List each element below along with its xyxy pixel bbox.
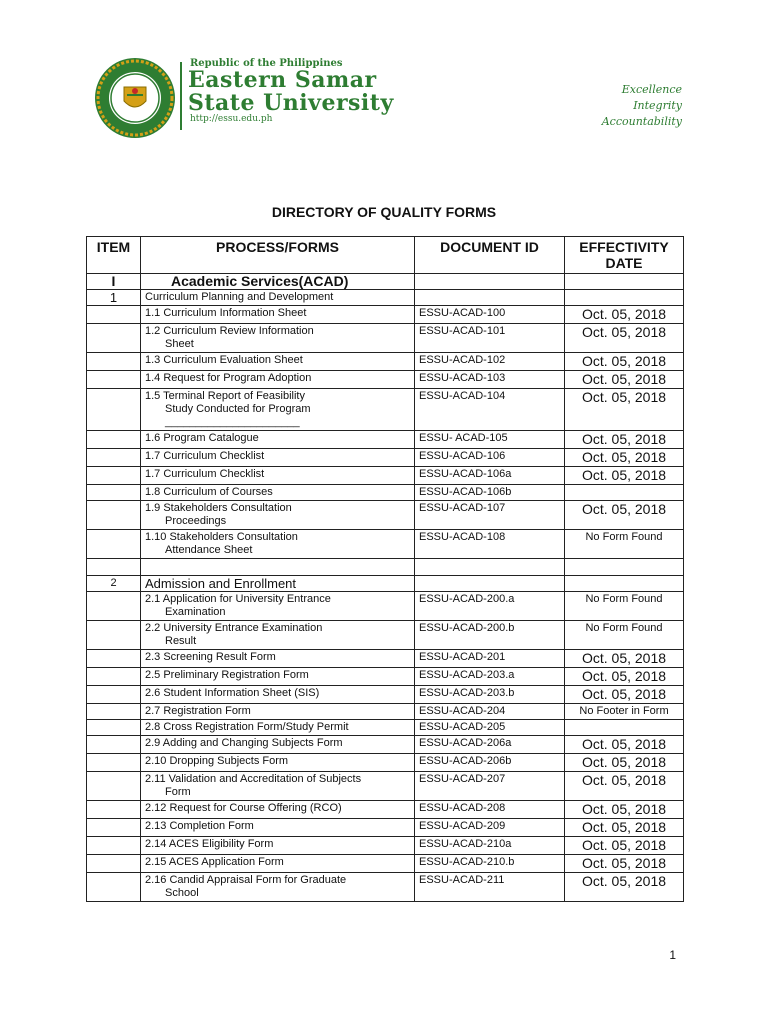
table-row <box>87 485 684 501</box>
row-document-id: ESSU-ACAD-100 <box>415 306 565 324</box>
table-row <box>87 801 684 819</box>
row-effectivity-date: Oct. 05, 2018 <box>565 431 684 449</box>
form-name-line: 1.2 Curriculum Review Information <box>145 325 314 337</box>
empty-cell <box>565 576 684 592</box>
header-document-id: DOCUMENT ID <box>415 237 565 274</box>
form-name-line: School <box>165 887 199 899</box>
row-item <box>87 353 141 371</box>
page-number: 1 <box>669 948 676 962</box>
table-row <box>87 819 684 837</box>
row-effectivity-date: Oct. 05, 2018 <box>565 801 684 819</box>
header-divider <box>180 62 182 130</box>
row-item <box>87 772 141 801</box>
row-effectivity-date: Oct. 05, 2018 <box>565 873 684 902</box>
forms-directory-table <box>86 236 684 902</box>
group-item: 1 <box>87 290 141 306</box>
form-name-line: Examination <box>165 606 226 618</box>
row-item <box>87 704 141 720</box>
row-effectivity-date: No Form Found <box>565 592 684 621</box>
row-form-name <box>141 371 415 389</box>
row-item <box>87 621 141 650</box>
table-row <box>87 621 684 650</box>
row-document-id: ESSU-ACAD-101 <box>415 324 565 353</box>
row-document-id: ESSU-ACAD-107 <box>415 501 565 530</box>
form-name-line: 2.7 Registration Form <box>145 705 251 717</box>
republic-label: Republic of the Philippines <box>190 58 343 69</box>
row-form-name <box>141 353 415 371</box>
row-item <box>87 592 141 621</box>
row-item <box>87 650 141 668</box>
row-form-name <box>141 592 415 621</box>
row-document-id: ESSU-ACAD-208 <box>415 801 565 819</box>
header-date-line1: EFFECTIVITY <box>579 239 669 255</box>
table-row <box>87 324 684 353</box>
row-item <box>87 754 141 772</box>
table-row <box>87 592 684 621</box>
row-form-name <box>141 467 415 485</box>
table-row <box>87 467 684 485</box>
row-form-name <box>141 772 415 801</box>
row-item <box>87 819 141 837</box>
row-form-name <box>141 873 415 902</box>
row-item <box>87 720 141 736</box>
row-document-id: ESSU-ACAD-104 <box>415 389 565 431</box>
row-document-id: ESSU-ACAD-204 <box>415 704 565 720</box>
row-item <box>87 389 141 431</box>
row-effectivity-date: No Form Found <box>565 621 684 650</box>
letterhead <box>0 0 768 160</box>
empty-cell <box>415 576 565 592</box>
row-effectivity-date: Oct. 05, 2018 <box>565 650 684 668</box>
form-name-line: Proceedings <box>165 515 227 527</box>
row-form-name <box>141 324 415 353</box>
row-item <box>87 485 141 501</box>
value-accountability: Accountability <box>601 115 682 128</box>
row-item <box>87 371 141 389</box>
form-name-line: ______________________ <box>165 416 300 428</box>
row-form-name <box>141 736 415 754</box>
group-label: Admission and Enrollment <box>141 576 415 592</box>
value-excellence: Excellence <box>621 83 682 96</box>
row-item <box>87 306 141 324</box>
row-item <box>87 668 141 686</box>
blank-cell <box>141 559 415 576</box>
table-row <box>87 668 684 686</box>
value-integrity: Integrity <box>633 99 682 112</box>
row-document-id: ESSU-ACAD-106b <box>415 485 565 501</box>
row-document-id: ESSU-ACAD-106a <box>415 467 565 485</box>
table-row <box>87 371 684 389</box>
header-date-line2: DATE <box>605 255 643 271</box>
form-name-line: 1.10 Stakeholders Consultation <box>145 531 298 543</box>
form-name-line: Sheet <box>165 338 194 350</box>
header-effectivity-date <box>565 237 684 274</box>
row-effectivity-date: Oct. 05, 2018 <box>565 819 684 837</box>
row-effectivity-date <box>565 720 684 736</box>
form-name-line: 2.5 Preliminary Registration Form <box>145 669 309 681</box>
row-form-name <box>141 530 415 559</box>
table-row <box>87 389 684 431</box>
row-item <box>87 467 141 485</box>
blank-cell <box>565 559 684 576</box>
header-process: PROCESS/FORMS <box>141 237 415 274</box>
form-name-line: 1.9 Stakeholders Consultation <box>145 502 292 514</box>
table-row <box>87 686 684 704</box>
row-effectivity-date: Oct. 05, 2018 <box>565 501 684 530</box>
table-row <box>87 650 684 668</box>
row-effectivity-date: Oct. 05, 2018 <box>565 467 684 485</box>
form-name-line: 2.9 Adding and Changing Subjects Form <box>145 737 343 749</box>
table-header-row <box>87 237 684 274</box>
row-document-id: ESSU- ACAD-105 <box>415 431 565 449</box>
row-effectivity-date: Oct. 05, 2018 <box>565 837 684 855</box>
row-form-name <box>141 754 415 772</box>
group-item: 2 <box>87 576 141 592</box>
row-document-id: ESSU-ACAD-203.a <box>415 668 565 686</box>
row-form-name <box>141 720 415 736</box>
table-row <box>87 431 684 449</box>
university-url: http://essu.edu.ph <box>190 114 273 124</box>
form-name-line: 1.4 Request for Program Adoption <box>145 372 312 384</box>
row-item <box>87 873 141 902</box>
table-row <box>87 754 684 772</box>
form-name-line: 2.6 Student Information Sheet (SIS) <box>145 687 320 699</box>
row-form-name <box>141 704 415 720</box>
blank-row <box>87 559 684 576</box>
row-form-name <box>141 837 415 855</box>
form-name-line: 2.1 Application for University Entrance <box>145 593 331 605</box>
table-row <box>87 855 684 873</box>
row-effectivity-date: No Footer in Form <box>565 704 684 720</box>
form-name-line: 1.8 Curriculum of Courses <box>145 486 273 498</box>
header-item: ITEM <box>87 237 141 274</box>
row-document-id: ESSU-ACAD-201 <box>415 650 565 668</box>
form-name-line: 1.7 Curriculum Checklist <box>145 450 265 462</box>
row-document-id: ESSU-ACAD-206b <box>415 754 565 772</box>
row-document-id: ESSU-ACAD-206a <box>415 736 565 754</box>
row-document-id: ESSU-ACAD-205 <box>415 720 565 736</box>
form-name-line: 2.8 Cross Registration Form/Study Permit <box>145 721 349 733</box>
row-document-id: ESSU-ACAD-210.b <box>415 855 565 873</box>
row-form-name <box>141 621 415 650</box>
table-row <box>87 720 684 736</box>
table-row <box>87 530 684 559</box>
row-document-id: ESSU-ACAD-203.b <box>415 686 565 704</box>
row-effectivity-date: No Form Found <box>565 530 684 559</box>
form-name-line: 2.13 Completion Form <box>145 820 254 832</box>
form-name-line: 1.3 Curriculum Evaluation Sheet <box>145 354 303 366</box>
form-name-line: 2.10 Dropping Subjects Form <box>145 755 289 767</box>
row-document-id: ESSU-ACAD-200.b <box>415 621 565 650</box>
form-name-line: 1.1 Curriculum Information Sheet <box>145 307 307 319</box>
row-effectivity-date: Oct. 05, 2018 <box>565 754 684 772</box>
table-row <box>87 736 684 754</box>
row-form-name <box>141 431 415 449</box>
row-document-id: ESSU-ACAD-106 <box>415 449 565 467</box>
row-document-id: ESSU-ACAD-211 <box>415 873 565 902</box>
form-name-line: Study Conducted for Program <box>165 403 311 415</box>
form-name-line: 2.11 Validation and Accreditation of Subjects <box>145 773 362 785</box>
row-item <box>87 501 141 530</box>
row-form-name <box>141 389 415 431</box>
form-name-line: 2.16 Candid Appraisal Form for Graduate <box>145 874 347 886</box>
row-effectivity-date: Oct. 05, 2018 <box>565 668 684 686</box>
row-effectivity-date: Oct. 05, 2018 <box>565 855 684 873</box>
row-document-id: ESSU-ACAD-209 <box>415 819 565 837</box>
table-row <box>87 306 684 324</box>
row-document-id: ESSU-ACAD-210a <box>415 837 565 855</box>
core-values <box>602 82 682 130</box>
group-row <box>87 576 684 592</box>
form-name-line: 2.14 ACES Eligibility Form <box>145 838 274 850</box>
table-row <box>87 449 684 467</box>
row-effectivity-date: Oct. 05, 2018 <box>565 686 684 704</box>
group-label: Curriculum Planning and Development <box>141 290 415 306</box>
row-form-name <box>141 449 415 467</box>
section-row <box>87 274 684 290</box>
row-form-name <box>141 306 415 324</box>
row-item <box>87 686 141 704</box>
row-effectivity-date <box>565 485 684 501</box>
document-title: DIRECTORY OF QUALITY FORMS <box>271 204 497 220</box>
form-name-line: 2.12 Request for Course Offering (RCO) <box>145 802 342 814</box>
form-name-line: Attendance Sheet <box>165 544 253 556</box>
form-name-line: 1.5 Terminal Report of Feasibility <box>145 390 305 402</box>
table-row <box>87 837 684 855</box>
row-document-id: ESSU-ACAD-102 <box>415 353 565 371</box>
row-form-name <box>141 801 415 819</box>
row-document-id: ESSU-ACAD-108 <box>415 530 565 559</box>
row-effectivity-date: Oct. 05, 2018 <box>565 449 684 467</box>
form-name-line: 1.7 Curriculum Checklist <box>145 468 265 480</box>
section-label: Academic Services(ACAD) <box>141 274 415 290</box>
table-row <box>87 772 684 801</box>
row-item <box>87 736 141 754</box>
row-document-id: ESSU-ACAD-207 <box>415 772 565 801</box>
row-document-id: ESSU-ACAD-103 <box>415 371 565 389</box>
row-item <box>87 801 141 819</box>
form-name-line: 1.6 Program Catalogue <box>145 432 259 444</box>
row-effectivity-date: Oct. 05, 2018 <box>565 389 684 431</box>
row-item <box>87 431 141 449</box>
blank-cell <box>415 559 565 576</box>
row-item <box>87 837 141 855</box>
row-form-name <box>141 668 415 686</box>
table-row <box>87 353 684 371</box>
row-effectivity-date: Oct. 05, 2018 <box>565 306 684 324</box>
form-name-line: Form <box>165 786 191 798</box>
row-document-id: ESSU-ACAD-200.a <box>415 592 565 621</box>
university-name-line1: Eastern Samar <box>188 67 377 93</box>
form-name-line: 2.2 University Entrance Examination <box>145 622 323 634</box>
row-effectivity-date: Oct. 05, 2018 <box>565 353 684 371</box>
row-item <box>87 855 141 873</box>
section-item: I <box>87 274 141 290</box>
table-row <box>87 501 684 530</box>
blank-cell <box>87 559 141 576</box>
row-form-name <box>141 650 415 668</box>
row-item <box>87 449 141 467</box>
row-form-name <box>141 485 415 501</box>
row-effectivity-date: Oct. 05, 2018 <box>565 324 684 353</box>
row-form-name <box>141 686 415 704</box>
university-seal-icon <box>94 57 176 139</box>
form-name-line: 2.3 Screening Result Form <box>145 651 276 663</box>
row-form-name <box>141 855 415 873</box>
row-form-name <box>141 819 415 837</box>
row-effectivity-date: Oct. 05, 2018 <box>565 772 684 801</box>
group-row <box>87 290 684 306</box>
row-item <box>87 324 141 353</box>
table-row <box>87 873 684 902</box>
row-effectivity-date: Oct. 05, 2018 <box>565 736 684 754</box>
row-form-name <box>141 501 415 530</box>
row-item <box>87 530 141 559</box>
row-effectivity-date: Oct. 05, 2018 <box>565 371 684 389</box>
university-name-line2: State University <box>188 90 394 116</box>
form-name-line: 2.15 ACES Application Form <box>145 856 284 868</box>
form-name-line: Result <box>165 635 197 647</box>
table-row <box>87 704 684 720</box>
